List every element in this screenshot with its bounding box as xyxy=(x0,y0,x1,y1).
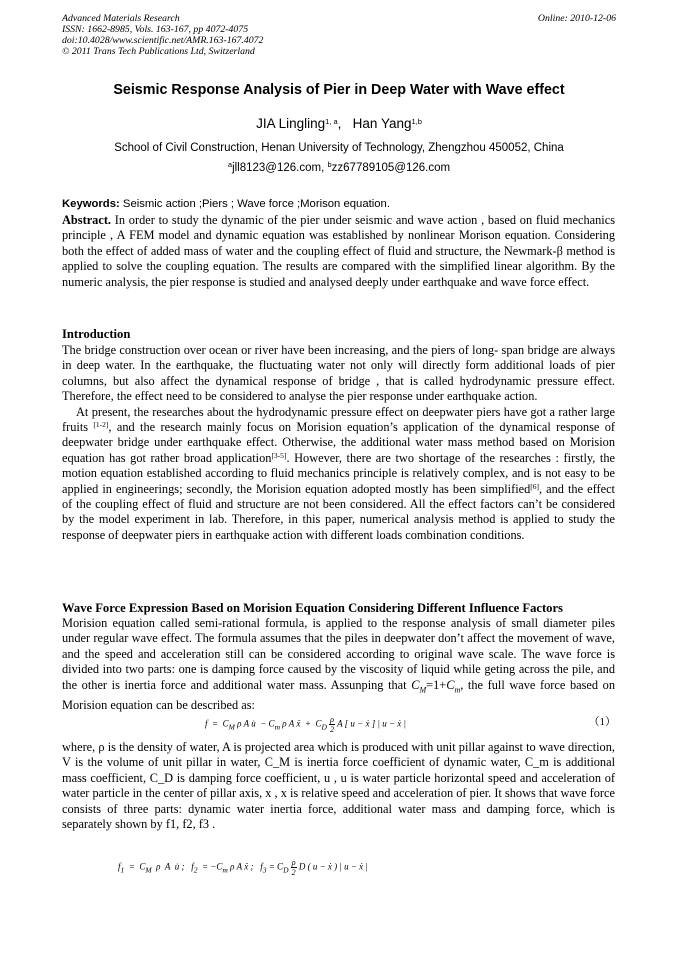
keywords-text: Seismic action ;Piers ; Wave force ;Morison equation. xyxy=(119,198,390,210)
journal-name: Advanced Materials Research xyxy=(62,13,180,24)
abstract xyxy=(62,213,615,290)
equation-1-number: （1） xyxy=(588,716,616,728)
email-line xyxy=(62,162,616,174)
cm2-subscript: m xyxy=(454,685,461,695)
cm-subscript: M xyxy=(419,685,427,695)
author-2-affil: 1,b xyxy=(411,117,422,126)
rho-over-2-b: $\frac{\rho}{2}$ xyxy=(291,858,296,877)
intro-p2-part-c: . However, there are two shortage of the researches : firstly, the motion equation established according to fluid mechanics principle is relatively complex, and is not easy to be applied in engineerings; secondly, the Morision equation adopted mostly has been simplified xyxy=(62,450,616,496)
intro-paragraph-1: The bridge construction over ocean or river have been increasing, and the piers of long- span bridge are always in deep water. In the earthquake, the fluctuating water not only will directly form additional loads of pier columns, but also affect the dynamical response of bridge , that is called hydrodynamic pressure effect. Therefore, the effect need to be considered to analyse the pier response under earthquake action. xyxy=(62,343,615,404)
paper-title: Seismic Response Analysis of Pier in Deep Water with Wave effect xyxy=(113,82,565,98)
author-2: Han Yang xyxy=(352,116,412,131)
intro-paragraph-2 xyxy=(62,405,615,544)
copyright-line: © 2011 Trans Tech Publications Ltd, Switzerland xyxy=(62,46,255,57)
section-2-paragraph-1 xyxy=(62,616,615,713)
section-2-paragraph-2: where, ρ is the density of water, A is projected area which is produced with unit pillar against to wave direction, V is the volume of unit pillar in water, C_M is inertia force coefficient of dynamic water, C_m is additional mass coefficient, C_D is damping force coefficient, u , u is water particle horizontal speed and acceleration of water particle in the center of pillar axis, x , x is relative speed and acceleration of pier. It shows that wave force consists of three parts: dynamic water inertia force, additional water mass and damping force, which is separately shown by f1, f2, f3 . xyxy=(62,740,615,832)
equation-components: $f_1 = C_M$ ρ A u̇ ; $f_2 = -C_m$ ρ A ẍ ; $f_3 = C_D$ $\frac{\rho}{2}$ D ( u − ẋ ) | u − ẋ | xyxy=(118,858,368,877)
cm2-symbol: C xyxy=(446,677,455,692)
issn-line: ISSN: 1662-8985, Vols. 163-167, pp 4072-4075 xyxy=(62,24,249,35)
author-1-affil: 1, a xyxy=(325,117,338,126)
intro-p2-part-d: , and the effect of the coupling effect of fluid and structure are not been considered. All the effect factors can’t be considered by the model experiment in lab. Therefore, in this paper, numerical analysis method is applied to study the response of deepwater piers in earthquake action with different loads combination conditions. xyxy=(62,481,615,542)
email-b: zz67789105@126.com xyxy=(331,162,451,174)
online-date: Online: 2010-12-06 xyxy=(537,13,616,24)
author-separator: , xyxy=(337,116,342,131)
section-2-p1-text: Morision equation called semi-rational formula, is applied to the response analysis of small diameter piles under regular wave effect. The formula assumes that the piles in deepwater don’t affect the movement of wave, and the speed and acceleration still can be considered according to original wave scale. The wave force is divided into two parts: one is damping force caused by the viscosity of liquid while geting across the pile, and the other is inertia force and additional water mass. Assunping that xyxy=(62,616,615,692)
introduction-heading: Introduction xyxy=(62,327,131,341)
author-line xyxy=(62,116,616,131)
keywords-label: Keywords: xyxy=(62,198,120,210)
abstract-label: Abstract. xyxy=(62,213,112,227)
email-a: jll8123@126.com, xyxy=(232,162,328,174)
cm-symbol: C xyxy=(411,677,420,692)
abstract-text: In order to study the dynamic of the pier under seismic and wave action , based on fluid mechanics principle , A FEM model and dynamic equation was established by nonlinear Morison equation. Considering both the effect of added mass of water and the coupling effect of fluid and structure, the Newmark-β method is applied to solve the coupling equation. The results are compared with the simplified linear algorithm. By the numeric analysis, the pier response is studied and analysed deeply under earthquake and wave force effect. xyxy=(62,213,615,289)
affiliation: School of Civil Construction, Henan University of Technology, Zhengzhou 450052, China xyxy=(114,142,564,154)
author-1: JIA Lingling xyxy=(256,116,326,131)
citation-3: [6] xyxy=(530,481,540,491)
introduction-body xyxy=(62,343,615,543)
email-a-marker: a xyxy=(227,160,233,169)
citation-1: [1-2] xyxy=(93,420,109,430)
intro-p2-part-b: , and the research mainly focus on Morision equation’s application of the dynamical response of deepwater bridge under earthquake effect. Otherwise, the additional water mass method based on Morision equation has got rather broad application xyxy=(62,420,615,465)
citation-2: [3-5] xyxy=(271,450,287,460)
keywords xyxy=(62,198,616,210)
intro-p2-part-a: At present, the researches about the hydrodynamic pressure effect on deepwater piers have got a rather large fruits xyxy=(62,404,615,435)
cm-equals: =1+ xyxy=(426,677,447,692)
doi-line: doi:10.4028/www.scientific.net/AMR.163-167.4072 xyxy=(62,35,264,46)
section-2-p1-end: , the full wave force based on Morision equation can be described as: xyxy=(62,677,615,712)
section-2-heading: Wave Force Expression Based on Morision Equation Considering Different Influence Factors xyxy=(62,601,563,615)
rho-over-2: $\frac{\rho}{2}$ xyxy=(330,715,335,734)
email-b-marker: b xyxy=(327,160,332,169)
journal-header xyxy=(62,13,616,57)
equation-1: $f = C_M$ ρ A u̇ − $C_m$ ρ A ẍ + $C_D$ $\frac{\rho}{2}$ A [ u − ẋ ] | u − ẋ | xyxy=(205,715,406,734)
